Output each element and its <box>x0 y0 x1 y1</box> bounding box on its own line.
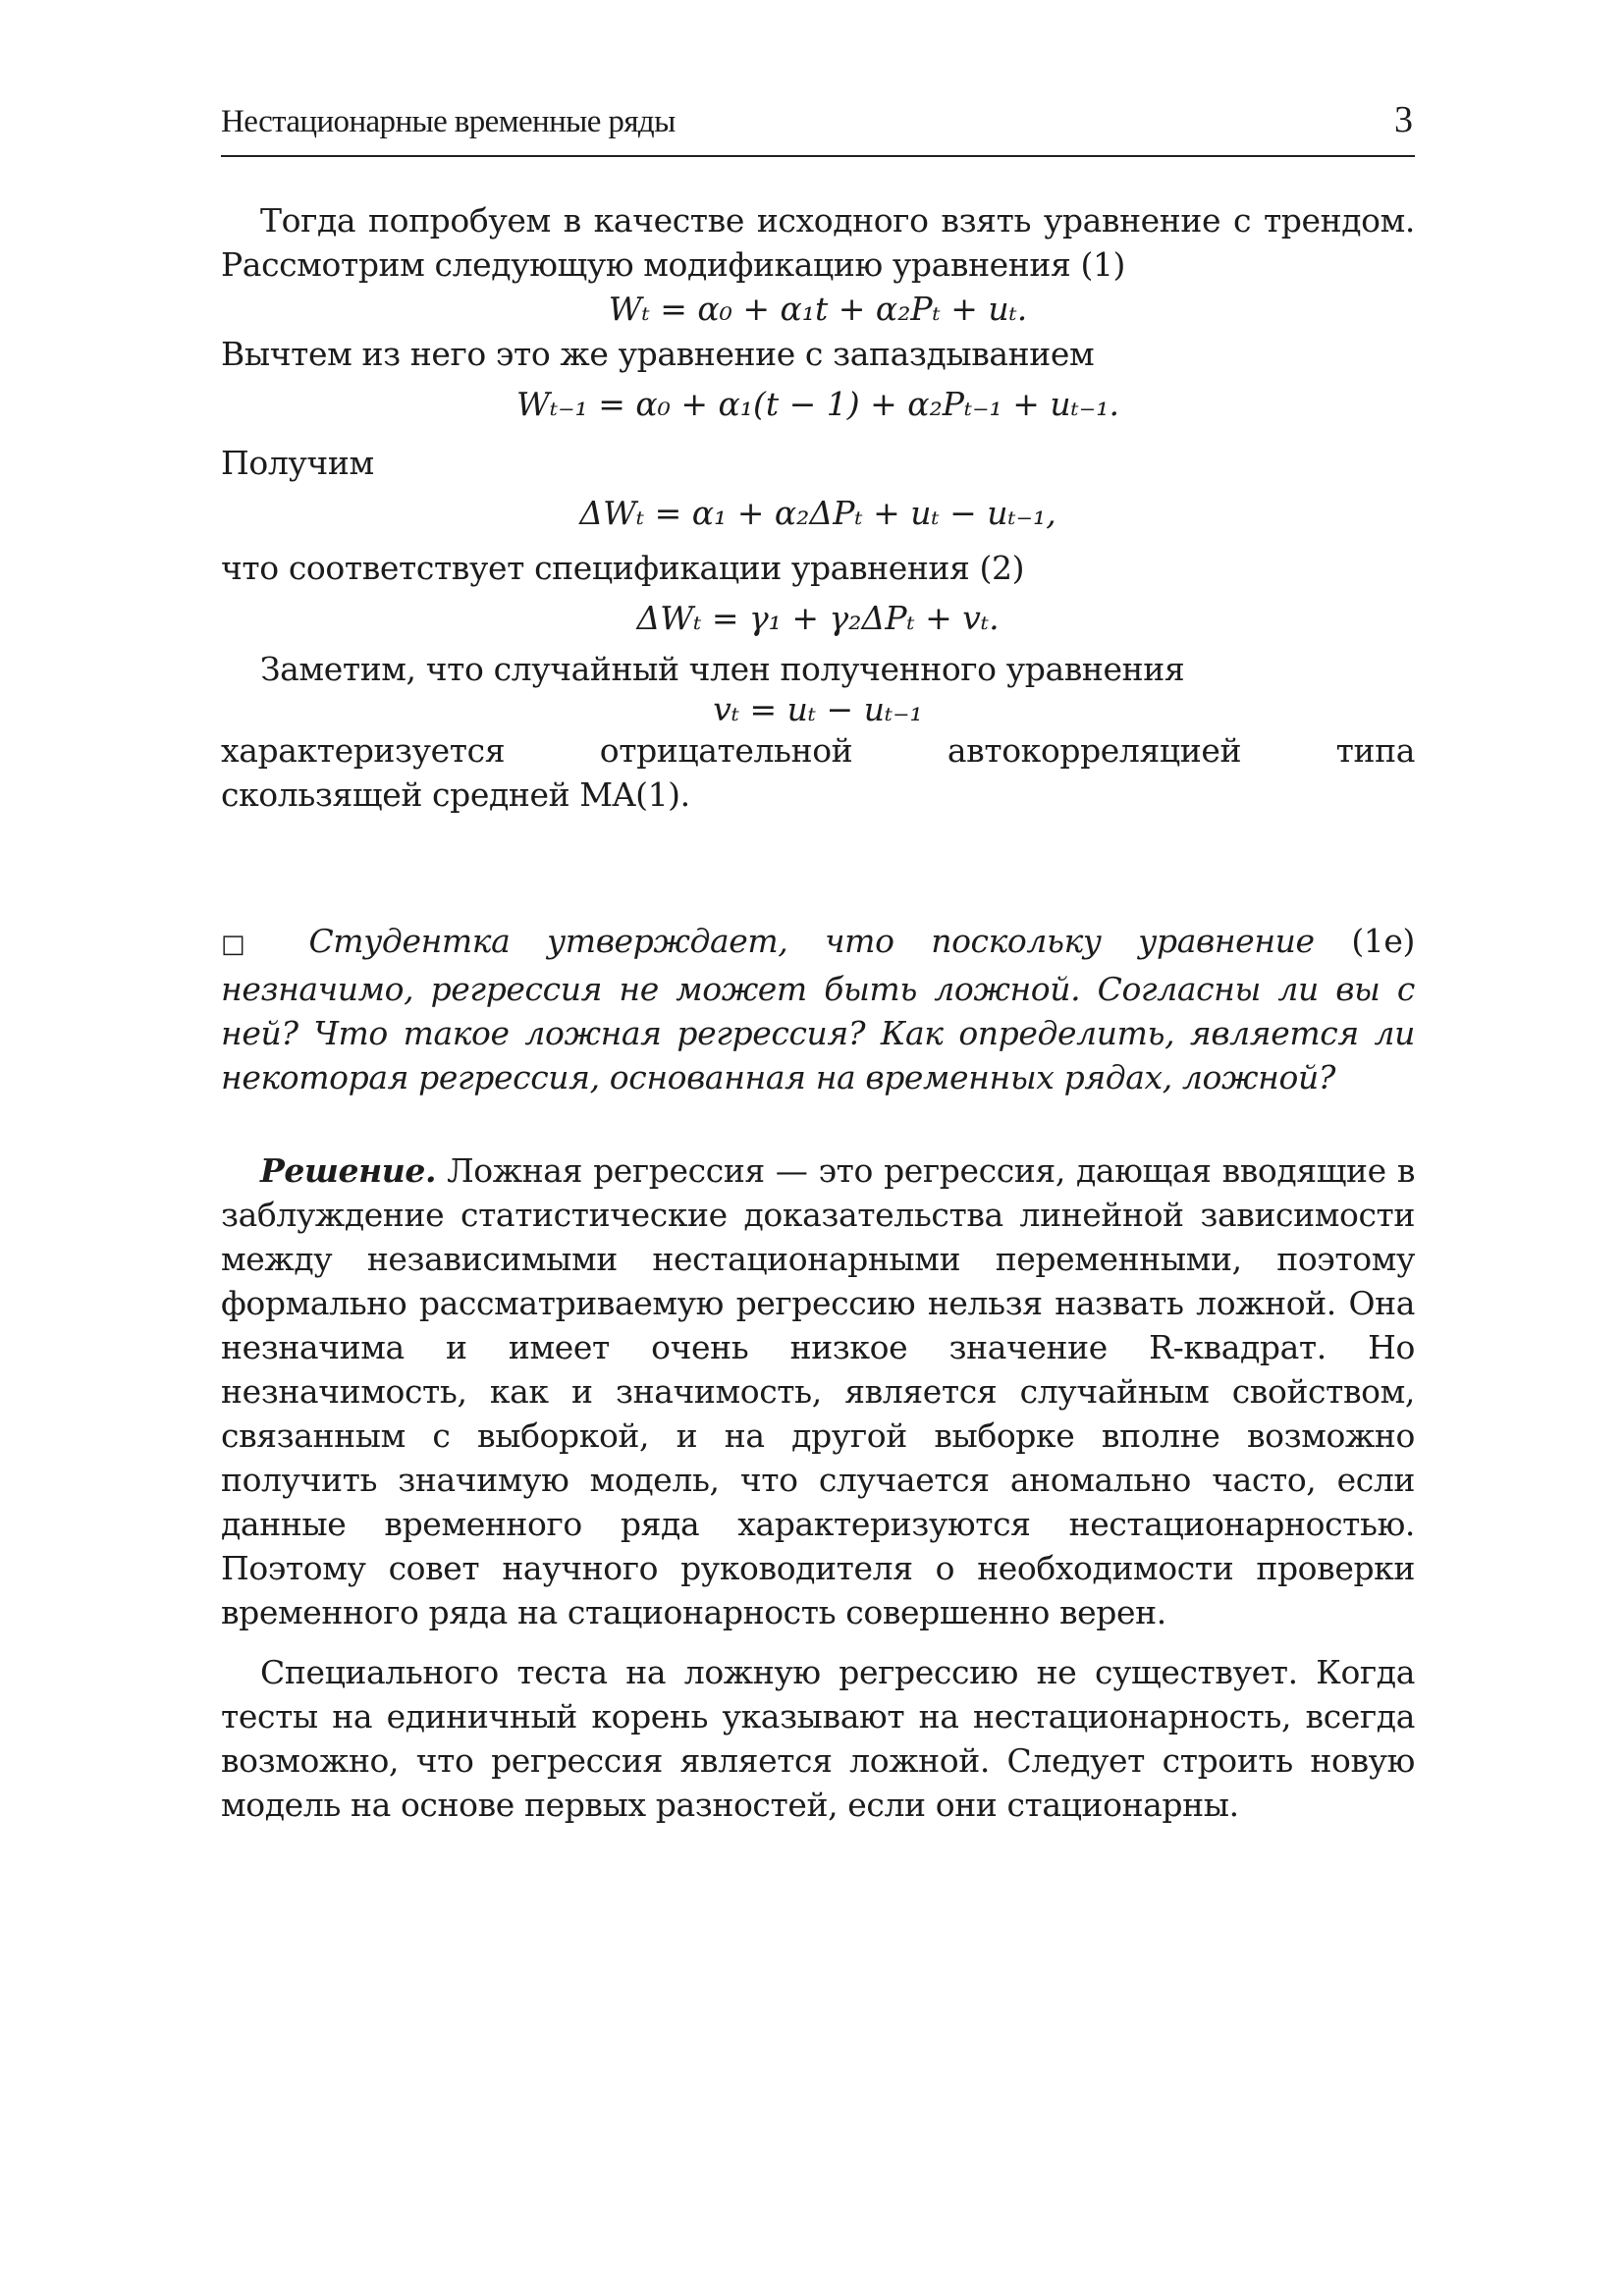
paragraph-4: что соответствует спецификации уравнения (2) <box>221 549 1025 587</box>
solution-paragraph-1 <box>221 1148 1415 1634</box>
checkbox-square-icon: □ <box>221 930 272 959</box>
equation-1: Wₜ = α₀ + α₁t + α₂Pₜ + uₜ. <box>608 290 1028 328</box>
paragraph-1-line-2: Рассмотрим следующую модификацию уравнения (1) <box>221 245 1126 284</box>
paragraph-1-line-1: Тогда попробуем в качестве исходного взять уравнение с трендом. <box>260 201 1415 240</box>
equation-3: ΔWₜ = α₁ + α₂ΔPₜ + uₜ − uₜ₋₁, <box>579 494 1056 532</box>
exercise-text-a: Студентка утверждает, что поскольку уравнение <box>308 922 1315 960</box>
equation-5: vₜ = uₜ − uₜ₋₁ <box>713 690 923 728</box>
paragraph-5: Заметим, что случайный член полученного уравнения <box>260 650 1185 688</box>
exercise-question <box>221 919 1415 1099</box>
solution-label: Решение. <box>260 1151 437 1190</box>
running-title: Нестационарные временные ряды <box>221 104 676 139</box>
paragraph-3: Получим <box>221 444 374 482</box>
solution-paragraph-2: Специального теста на ложную регрессию не существует. Когда тесты на единичный корень указывают на нестационарность, всегда возможно, что регрессия является ложной. Следует строить новую модель на основе первых разностей, если они стационарны. <box>221 1653 1415 1824</box>
paragraph-2: Вычтем из него это же уравнение с запаздыванием <box>221 335 1095 373</box>
page-body <box>221 198 1415 1827</box>
paragraph-6-line-1: характеризуется отрицательной автокорреляцией типа <box>221 731 1415 770</box>
running-header <box>221 96 1415 157</box>
paragraph-6-line-2: скользящей средней MA(1). <box>221 775 690 814</box>
exercise-text-b: незначимо, регрессия не может быть ложной. Согласны ли вы с ней? Что такое ложная регрессия? Как определить, является ли некоторая регрессия, основанная на временных рядах, ложной? <box>221 970 1415 1096</box>
page-number: 3 <box>1394 99 1413 140</box>
solution-text-1: Ложная регрессия — это регрессия, дающая вводящие в заблуждение статистические доказательства линейной зависимости между независимыми нестационарными переменными, поэтому формально рассматриваемую регрессию нельзя назвать ложной. Она незначима и имеет очень низкое значение R-квадрат. Но незначимость, как и значимость, является случайным свойством, связанным с выборкой, и на другой выборке вполне возможно получить значимую модель, что случается аномально часто, если данные временного ряда характеризуются нестационарностью. Поэтому совет научного руководителя о необходимости проверки временного ряда на стационарность совершенно верен. <box>221 1151 1415 1631</box>
equation-4: ΔWₜ = γ₁ + γ₂ΔPₜ + vₜ. <box>636 599 1000 637</box>
equation-reference: (1e) <box>1351 922 1416 960</box>
equation-2: Wₜ₋₁ = α₀ + α₁(t − 1) + α₂Pₜ₋₁ + uₜ₋₁. <box>516 385 1119 423</box>
